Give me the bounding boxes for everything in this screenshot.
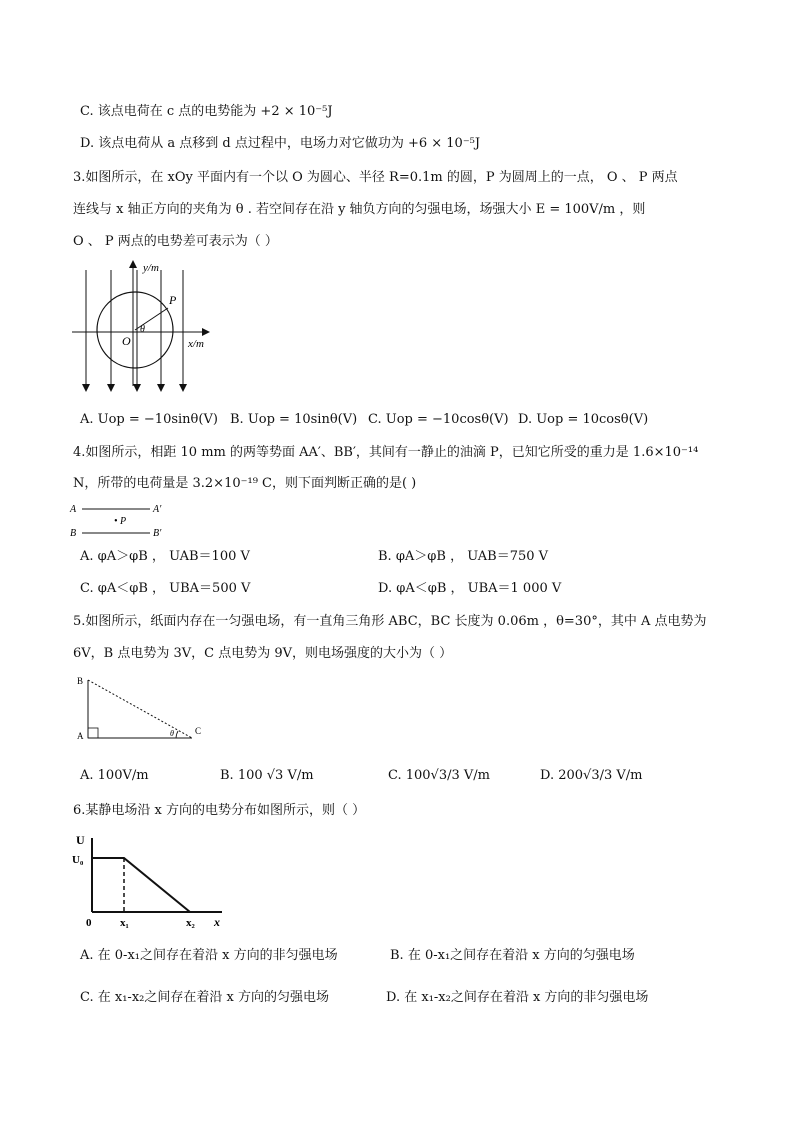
q4-option-b: B. φA＞φB ， UAB＝750 V	[378, 549, 549, 564]
q6-option-b: B. 在 0-x₁之间存在着沿 x 方向的匀强电场	[390, 948, 635, 963]
q3-option-d: D. Uop = 10cosθ(V)	[518, 412, 649, 427]
q5-triangle-figure	[70, 670, 210, 742]
q3-circle-field-figure	[66, 258, 216, 398]
q6-option-d: D. 在 x₁-x₂之间存在着沿 x 方向的非匀强电场	[386, 990, 649, 1005]
q6-label-u0: U₀	[72, 854, 84, 866]
q6-potential-graph	[72, 830, 232, 930]
q3-text-line1: 3.如图所示，在 xOy 平面内有一个以 O 为圆心、半径 R=0.1m 的圆，P 为圆周上的一点， O 、 P 两点	[73, 170, 678, 185]
q4-oil-drop-label: • P	[114, 516, 127, 527]
q5-label-c: C	[195, 726, 202, 736]
q4-text-line1: 4.如图所示，相距 10 mm 的两等势面 AA′、BB′，其间有一静止的油滴 P，已知它所受的重力是 1.6×10⁻¹⁴	[73, 445, 699, 460]
q5-option-b: B. 100 √3 V/m	[220, 768, 314, 783]
q6-option-c: C. 在 x₁-x₂之间存在着沿 x 方向的匀强电场	[80, 990, 329, 1005]
q3-angle-label: θ	[140, 324, 145, 335]
q6-text-line1: 6.某静电场沿 x 方向的电势分布如图所示，则（ ）	[73, 803, 366, 818]
q6-label-zero: 0	[86, 917, 92, 929]
q4-label-b: B	[70, 528, 77, 539]
option-c-prev: C. 该点电荷在 c 点的电势能为 +2 × 10⁻⁵J	[80, 104, 333, 119]
q5-option-c: C. 100√3/3 V/m	[388, 768, 490, 783]
q4-label-a: A	[70, 504, 77, 515]
q3-option-c: C. Uop = −10cosθ(V)	[368, 412, 509, 427]
q4-text-line2: N，所带的电荷量是 3.2×10⁻¹⁹ C，则下面判断正确的是( )	[73, 476, 417, 491]
q3-text-line2: 连线与 x 轴正方向的夹角为 θ . 若空间存在沿 y 轴负方向的匀强电场，场强大小 E = 100V/m ，则	[73, 202, 646, 217]
q5-option-a: A. 100V/m	[80, 768, 149, 783]
q3-option-b: B. Uop = 10sinθ(V)	[230, 412, 358, 427]
q3-text-line3: O 、 P 两点的电势差可表示为（ ）	[73, 234, 278, 249]
q4-label-a-prime: A′	[153, 504, 162, 515]
q5-text-line2: 6V，B 点电势为 3V，C 点电势为 9V，则电场强度的大小为（ ）	[73, 646, 453, 661]
q5-text-line1: 5.如图所示，纸面内存在一匀强电场，有一直角三角形 ABC，BC 长度为 0.06m ，θ=30°，其中 A 点电势为	[73, 614, 707, 629]
q3-x-axis-label: x/m	[188, 338, 204, 350]
q6-label-x1: x₁	[120, 917, 129, 929]
q3-point-label: P	[169, 293, 177, 307]
q5-label-a: A	[77, 731, 84, 741]
q4-option-c: C. φA＜φB ， UBA＝500 V	[80, 581, 251, 596]
q6-axis-u: U	[76, 833, 85, 847]
q4-option-a: A. φA＞φB ， UAB＝100 V	[80, 549, 250, 564]
option-d-prev: D. 该点电荷从 a 点移到 d 点过程中，电场力对它做功为 +6 × 10⁻⁵J	[80, 136, 481, 151]
q6-axis-x: x	[214, 915, 220, 929]
q6-label-x2: x₂	[186, 917, 195, 929]
q3-y-axis-label: y/m	[143, 262, 159, 274]
q4-plates-figure	[68, 498, 178, 540]
q6-option-a: A. 在 0-x₁之间存在着沿 x 方向的非匀强电场	[80, 948, 338, 963]
q4-option-d: D. φA＜φB ， UBA＝1 000 V	[378, 581, 562, 596]
q4-label-b-prime: B′	[153, 528, 162, 539]
q3-origin-label: O	[122, 334, 131, 348]
q5-option-d: D. 200√3/3 V/m	[540, 768, 643, 783]
q3-option-a: A. Uop = −10sinθ(V)	[80, 412, 218, 427]
q5-angle-label: θ	[170, 729, 174, 738]
q5-label-b: B	[77, 676, 84, 686]
